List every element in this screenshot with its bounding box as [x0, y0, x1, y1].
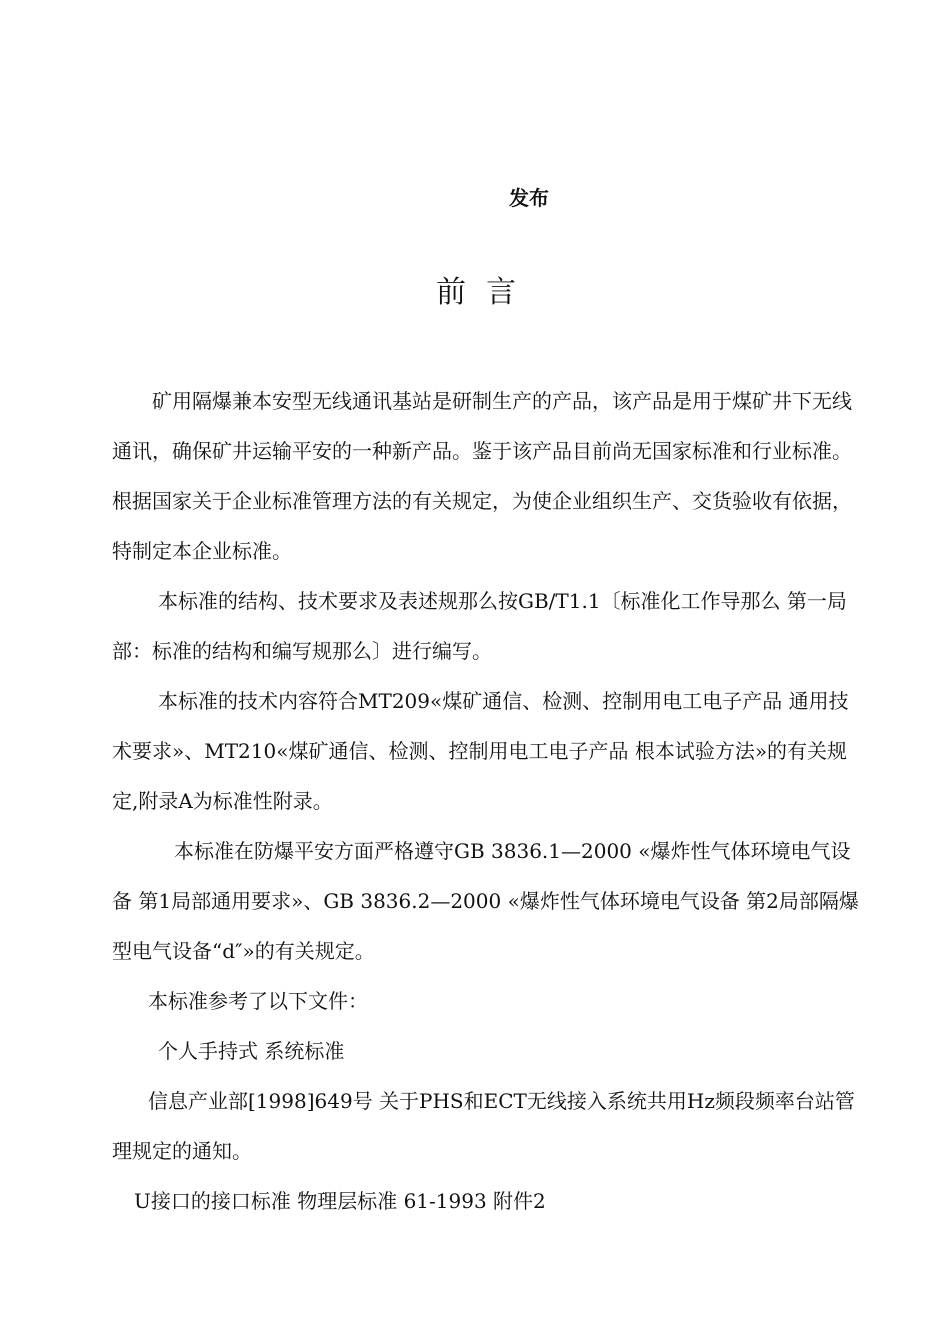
- paragraph-references-intro: 本标准参考了以下文件：: [148, 989, 368, 1013]
- page-title: 前言: [436, 275, 536, 310]
- paragraph-technical-content: 本标准的技术内容符合MT209«煤矿通信、检测、控制用电工电子产品 通用技术要求»、MT210«煤矿通信、检测、控制用电工电子产品 根本试验方法»的有关规定,附录A为标准性附录。: [112, 689, 849, 813]
- paragraph-explosion-safety: 本标准在防爆平安方面严格遵守GB 3836.1—2000 «爆炸性气体环境电气设备 第1局部通用要求»、GB 3836.2—2000 «爆炸性气体环境电气设备 第2局部隔爆型电气设备“d″»的有关规定。: [112, 839, 859, 963]
- document-body: [112, 376, 864, 1226]
- paragraph-intro: 矿用隔爆兼本安型无线通讯基站是研制生产的产品，该产品是用于煤矿井下无线通讯，确保矿井运输平安的一种新产品。鉴于该产品目前尚无国家标准和行业标准。根据国家关于企业标准管理方法的有关规定，为使企业组织生产、交货验收有依据，特制定本企业标准。: [112, 389, 852, 563]
- reference-item: 个人手持式 系统标准: [158, 1039, 345, 1063]
- reference-item: U接口的接口标准 物理层标准 61-1993 附件2: [134, 1189, 546, 1213]
- publish-label: 发布: [509, 186, 549, 210]
- paragraph-structure: 本标准的结构、技术要求及表述规那么按GB/T1.1〔标准化工作导那么 第一局部：标准的结构和编写规那么〕进行编写。: [112, 589, 847, 663]
- reference-item: 信息产业部[1998]649号 关于PHS和ECT无线接入系统共用Hz频段频率台站管理规定的通知。: [112, 1089, 855, 1163]
